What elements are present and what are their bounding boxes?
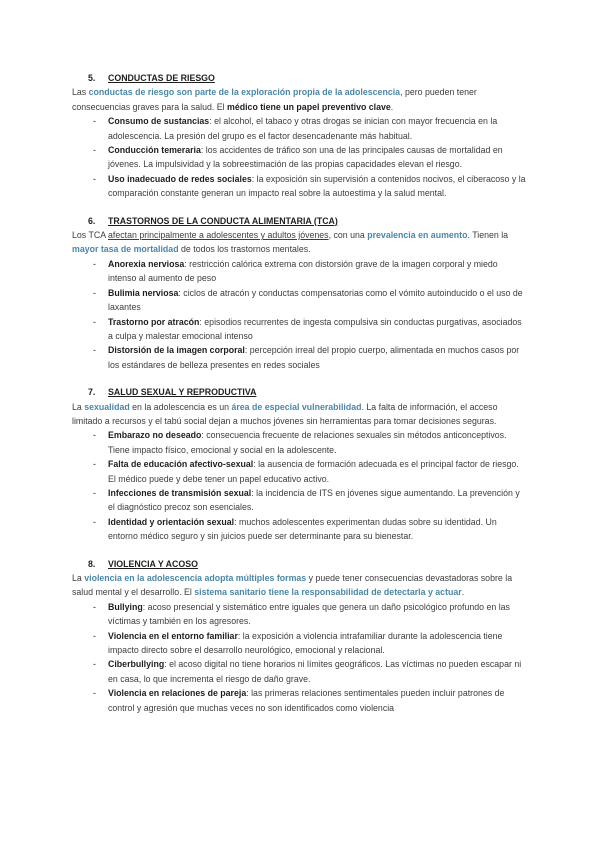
intro-highlight: sistema sanitario tiene la responsabilidad de detectarla y actuar bbox=[194, 587, 462, 598]
list-marker: - bbox=[93, 659, 96, 670]
list-marker: - bbox=[93, 459, 96, 470]
list-item bbox=[93, 257, 528, 286]
intro-text: La bbox=[72, 573, 85, 583]
item-term: Trastorno por atracón bbox=[108, 316, 200, 327]
intro-highlight: prevalencia en aumento bbox=[367, 230, 468, 241]
item-description: : la ausencia de formación adecuada es el principal factor de riesgo. El médico puede y debe tener un papel educativo activo. bbox=[108, 459, 519, 484]
item-term: Consumo de sustancias bbox=[108, 116, 210, 127]
intro-text: Las bbox=[72, 87, 89, 98]
section-salud-sexual-reproductiva bbox=[72, 385, 528, 543]
item-term: Anorexia nerviosa bbox=[108, 258, 185, 269]
list-marker: - bbox=[93, 688, 96, 699]
list-item bbox=[93, 686, 528, 715]
section-intro bbox=[72, 228, 528, 257]
section-title: CONDUCTAS DE RIESGO bbox=[108, 73, 215, 83]
item-description: : restricción calórica extrema con distorsión grave de la imagen corporal y miedo intenso al aumento de peso bbox=[108, 258, 498, 284]
section-heading bbox=[72, 71, 528, 85]
list-item bbox=[93, 286, 528, 315]
intro-text: de todos los trastornos mentales. bbox=[178, 244, 311, 255]
item-description: : el acoso digital no tiene horarios ni límites geográficos. Las víctimas no pueden escapar ni en casa, lo que incrementa el riesgo de daño grave. bbox=[108, 659, 522, 684]
item-description: : muchos adolescentes experimentan dudas sobre su identidad. Un entorno médico seguro y sin juicios puede ser determinante para su bienestar. bbox=[108, 516, 497, 542]
list-marker: - bbox=[93, 287, 96, 298]
bullet-list bbox=[72, 114, 528, 200]
item-description: : episodios recurrentes de ingesta compulsiva sin conductas purgativas, asociados a culpa y malestar emocional intenso bbox=[108, 316, 522, 341]
section-heading bbox=[72, 557, 528, 571]
section-title: SALUD SEXUAL Y REPRODUCTIVA bbox=[108, 387, 257, 398]
list-item bbox=[93, 315, 528, 344]
intro-text: . Tienen la bbox=[467, 230, 509, 241]
bullet-list bbox=[72, 600, 528, 715]
list-item bbox=[93, 486, 528, 515]
list-marker: - bbox=[93, 173, 96, 184]
intro-text: en la adolescencia es un bbox=[129, 401, 232, 412]
list-marker: - bbox=[93, 116, 96, 127]
item-description: : percepción irreal del propio cuerpo, alimentada en muchos casos por los estándares de belleza presentes en redes sociales bbox=[108, 345, 520, 370]
list-item bbox=[93, 143, 528, 172]
item-term: Ciberbullying bbox=[108, 659, 165, 670]
intro-underline: afectan principalmente a adolescentes y adultos jóvenes bbox=[108, 230, 329, 241]
list-item bbox=[93, 172, 528, 201]
intro-text: , con una bbox=[328, 230, 368, 241]
list-marker: - bbox=[93, 516, 96, 527]
intro-bold: médico tiene un papel preventivo clave bbox=[227, 101, 391, 112]
section-title: VIOLENCIA Y ACOSO bbox=[108, 558, 198, 569]
list-marker: - bbox=[93, 430, 96, 441]
item-description: : consecuencia frecuente de relaciones sexuales sin métodos anticonceptivos. Tiene impacto físico, emocional y social en la adolescente. bbox=[108, 430, 507, 455]
list-item bbox=[93, 428, 528, 457]
section-heading bbox=[72, 385, 528, 399]
section-violencia-y-acoso bbox=[72, 557, 528, 715]
intro-highlight: área de especial vulnerabilidad bbox=[231, 401, 362, 412]
intro-text: . bbox=[461, 587, 465, 598]
item-term: Bullying bbox=[108, 601, 143, 612]
item-term: Distorsión de la imagen corporal bbox=[108, 345, 245, 356]
list-item bbox=[93, 629, 528, 658]
section-number: 8. bbox=[88, 558, 96, 569]
item-description: : la exposición sin supervisión a contenidos nocivos, el ciberacoso y la comparación constante generan un impacto real sobre la autoestima y la salud mental. bbox=[108, 173, 526, 199]
item-term: Falta de educación afectivo-sexual bbox=[108, 459, 254, 470]
item-term: Violencia en el entorno familiar bbox=[108, 630, 238, 641]
item-term: Bulimia nerviosa bbox=[108, 287, 179, 298]
section-intro bbox=[72, 85, 528, 114]
intro-text: . bbox=[390, 101, 394, 112]
intro-highlight: mayor tasa de mortalidad bbox=[72, 244, 179, 255]
item-description: : acoso presencial y sistemático entre iguales que genera un daño psicológico profundo en las víctimas y también en los agresores. bbox=[108, 601, 510, 627]
list-marker: - bbox=[93, 630, 96, 641]
list-marker: - bbox=[93, 145, 96, 156]
list-item bbox=[93, 657, 528, 686]
list-marker: - bbox=[93, 601, 96, 612]
intro-text: La bbox=[72, 401, 85, 412]
list-item bbox=[93, 114, 528, 143]
intro-highlight: violencia en la adolescencia adopta múltiples formas bbox=[84, 573, 307, 583]
intro-highlight: sexualidad bbox=[84, 401, 130, 412]
bullet-list bbox=[72, 428, 528, 543]
item-description: : la exposición a violencia intrafamiliar durante la adolescencia tiene impacto directo sobre el desarrollo neurológico, emocional y relacional. bbox=[108, 630, 503, 656]
section-number: 6. bbox=[88, 215, 96, 226]
section-intro bbox=[72, 400, 528, 429]
section-number: 5. bbox=[88, 73, 96, 83]
item-term: Infecciones de transmisión sexual bbox=[108, 487, 252, 498]
intro-highlight: conductas de riesgo son parte de la exploración propia de la adolescencia bbox=[88, 87, 401, 98]
intro-text: Los TCA bbox=[72, 230, 109, 241]
list-marker: - bbox=[93, 345, 96, 356]
list-marker: - bbox=[93, 258, 96, 269]
bullet-list bbox=[72, 257, 528, 372]
section-heading bbox=[72, 214, 528, 228]
section-trastornos-conducta-alimentaria bbox=[72, 214, 528, 372]
section-title: TRASTORNOS DE LA CONDUCTA ALIMENTARIA (TCA) bbox=[108, 215, 338, 226]
list-item bbox=[93, 600, 528, 629]
list-marker: - bbox=[93, 487, 96, 498]
list-item bbox=[93, 515, 528, 544]
list-item bbox=[93, 457, 528, 486]
item-description: : las primeras relaciones sentimentales pueden incluir patrones de control y agresión que muchas veces no son identificados como violencia bbox=[108, 688, 505, 713]
item-term: Embarazo no deseado bbox=[108, 430, 202, 441]
intro-text: y puede tener consecuencias devastadoras sobre la salud mental y el desarrollo. El bbox=[72, 573, 513, 598]
section-conductas-de-riesgo bbox=[72, 71, 528, 201]
item-term: Violencia en relaciones de pareja bbox=[108, 688, 247, 699]
section-number: 7. bbox=[88, 387, 96, 398]
item-description: : la incidencia de ITS en jóvenes sigue aumentando. La prevención y el diagnóstico precoz son esenciales. bbox=[108, 487, 520, 513]
item-description: : el alcohol, el tabaco y otras drogas se inician con mayor frecuencia en la adolescencia. La presión del grupo es el factor desencadenante más habitual. bbox=[108, 116, 498, 141]
intro-text: . La falta de información, el acceso limitado a recursos y el tabú social dejan a muchos jóvenes sin herramientas para tomar decisiones seguras. bbox=[72, 401, 498, 426]
item-term: Uso inadecuado de redes sociales bbox=[108, 173, 252, 184]
list-marker: - bbox=[93, 316, 96, 327]
item-term: Identidad y orientación sexual bbox=[108, 516, 235, 527]
item-description: : los accidentes de tráfico son una de las principales causas de mortalidad en jóvenes. La impulsividad y la sobreestimación de las propias capacidades elevan el riesgo. bbox=[108, 145, 503, 170]
section-intro bbox=[72, 571, 528, 600]
intro-text: , pero pueden tener consecuencias graves para la salud. El bbox=[72, 87, 477, 112]
list-item bbox=[93, 343, 528, 372]
item-description: : ciclos de atracón y conductas compensatorias como el vómito autoinducido o el uso de laxantes bbox=[108, 287, 523, 313]
item-term: Conducción temeraria bbox=[108, 145, 201, 156]
